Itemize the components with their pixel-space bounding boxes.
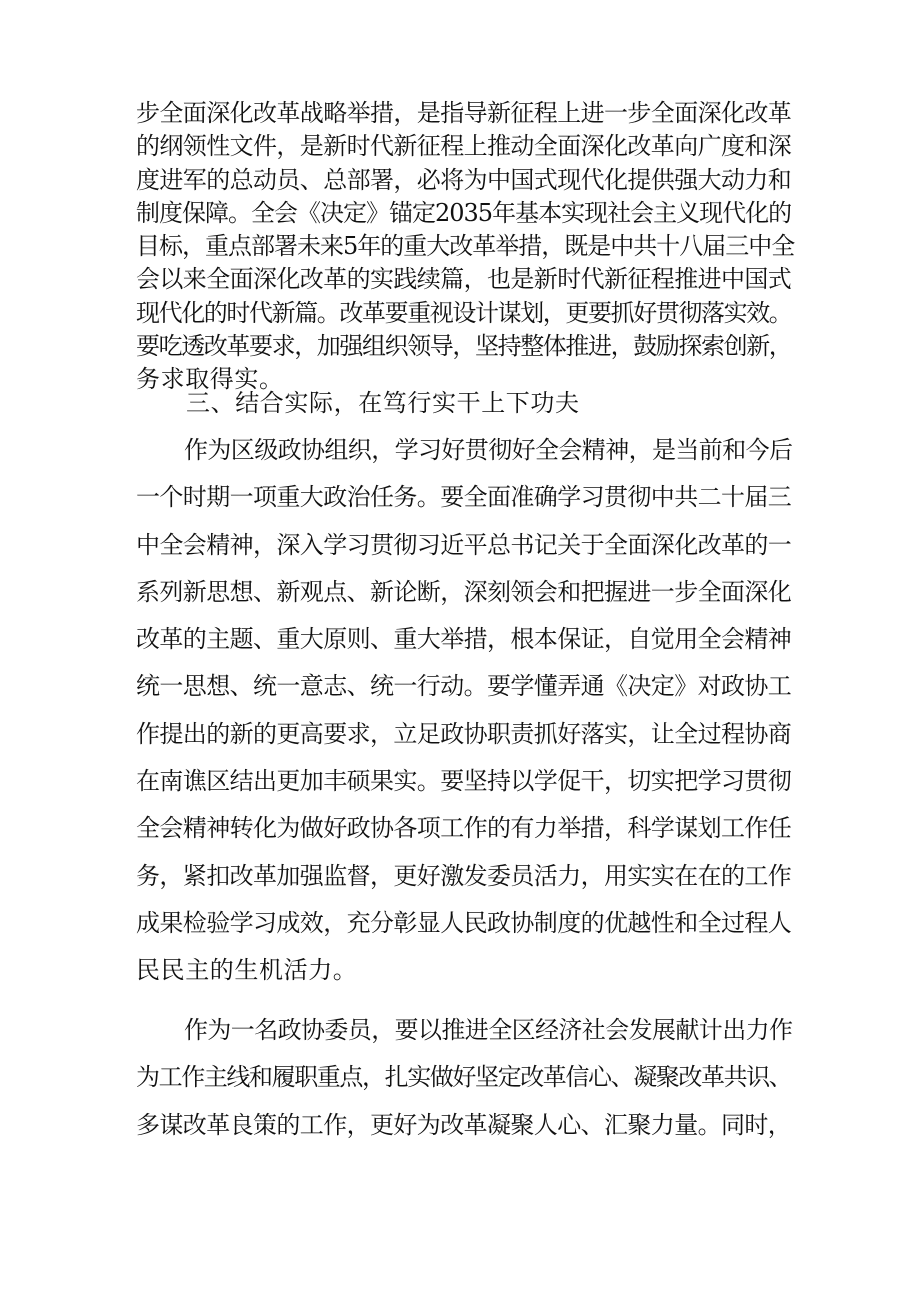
paragraph-1 bbox=[136, 427, 796, 995]
paragraph-line: 作为区级政协组织，学习好贯彻好全会精神，是当前和今后 bbox=[184, 436, 793, 464]
intro-line: 目标，重点部署未来5年的重大改革举措，既是中共十八届三中全 bbox=[136, 232, 795, 261]
intro-line: 度进军的总动员、总部署，必将为中国式现代化提供强大动力和 bbox=[136, 165, 792, 194]
paragraph-line: 统一思想、统一意志、统一行动。要学懂弄通《决定》对政协工 bbox=[136, 672, 792, 701]
paragraph-line: 在南谯区结出更加丰硕果实。要坚持以学促干，切实把学习贯彻 bbox=[136, 767, 792, 796]
intro-line: 的纲领性文件，是新时代新征程上推动全面深化改革向广度和深 bbox=[136, 132, 792, 161]
paragraph-line: 改革的主题、重大原则、重大举措，根本保证，自觉用全会精神 bbox=[136, 625, 792, 654]
intro-line: 务求取得实。 bbox=[136, 365, 284, 394]
paragraph-line: 中全会精神，深入学习贯彻习近平总书记关于全面深化改革的一 bbox=[136, 530, 792, 559]
intro-line: 步全面深化改革战略举措，是指导新征程上进一步全面深化改革 bbox=[136, 99, 792, 127]
intro-paragraph bbox=[136, 97, 796, 397]
intro-line: 制度保障。全会《决定》锚定2035年基本实现社会主义现代化的 bbox=[136, 198, 792, 227]
intro-line: 会以来全面深化改革的实践续篇，也是新时代新征程推进中国式 bbox=[136, 265, 792, 294]
paragraph-line: 系列新思想、新观点、新论断，深刻领会和把握进一步全面深化 bbox=[136, 577, 792, 606]
paragraph-line: 作为一名政协委员，要以推进全区经济社会发展献计出力作 bbox=[184, 1016, 793, 1044]
paragraph-line: 民民主的生机活力。 bbox=[136, 956, 358, 985]
paragraph-line: 作提出的新的更高要求，立足政协职责抓好落实，让全过程协商 bbox=[136, 719, 792, 748]
paragraph-line: 务，紧扣改革加强监督，更好激发委员活力，用实实在在的工作 bbox=[136, 861, 792, 890]
paragraph-line: 一个时期一项重大政治任务。要全面准确学习贯彻中共二十届三 bbox=[136, 483, 792, 512]
intro-line: 要吃透改革要求，加强组织领导，坚持整体推进，鼓励探索创新， bbox=[136, 332, 792, 361]
intro-line: 现代化的时代新篇。改革要重视设计谋划，更要抓好贯彻落实效。 bbox=[136, 298, 792, 327]
section-heading bbox=[186, 386, 846, 420]
paragraph-line: 为工作主线和履职重点，扎实做好坚定改革信心、凝聚改革共识、 bbox=[136, 1063, 792, 1092]
paragraph-2 bbox=[136, 1007, 796, 1149]
paragraph-line: 多谋改革良策的工作，更好为改革凝聚人心、汇聚力量。同时， bbox=[136, 1110, 792, 1139]
paragraph-line: 全会精神转化为做好政协各项工作的有力举措，科学谋划工作任 bbox=[136, 814, 792, 843]
paragraph-line: 成果检验学习成效，充分彰显人民政协制度的优越性和全过程人 bbox=[136, 908, 792, 937]
section-heading-text: 三、结合实际，在笃行实干上下功夫 bbox=[186, 389, 580, 417]
